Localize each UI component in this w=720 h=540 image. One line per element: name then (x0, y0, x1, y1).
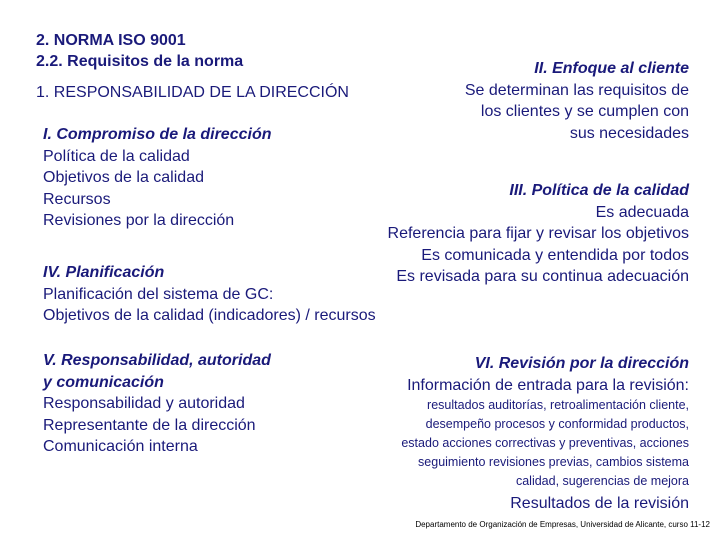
revision-output-label: Resultados de la revisión (510, 495, 689, 512)
list-item: Revisiones por la dirección (43, 212, 235, 229)
list-item: Es adecuada (595, 203, 689, 221)
slide-subtitle: 2.2. Requisitos de la norma (36, 53, 244, 70)
list-item: Se determinan las requisitos de (464, 81, 689, 99)
list-item: los clientes y se cumplen con (480, 103, 689, 120)
list-item: Representante de la dirección (43, 416, 256, 434)
list-item: Objetivos de la calidad (indicadores) / recursos (43, 307, 376, 324)
responsabilidad-heading-2: y comunicación (43, 373, 164, 391)
politica-heading: III. Política de la calidad (509, 182, 689, 199)
enfoque-block (465, 58, 689, 144)
list-item: desempeño procesos y conformidad productos, (425, 417, 689, 431)
list-item: Política de la calidad (43, 147, 190, 165)
list-item: Planificación del sistema de GC: (43, 285, 274, 303)
list-item: Objetivos de la calidad (43, 169, 204, 186)
list-item: sus necesidades (569, 124, 689, 142)
planificacion-block (43, 262, 376, 327)
list-item: calidad, sugerencias de mejora (515, 474, 689, 488)
revision-input-label: Información de entrada para la revisión: (407, 376, 689, 394)
compromiso-block (43, 124, 272, 232)
list-item: Comunicación interna (43, 438, 198, 455)
footer-text: Departamento de Organización de Empresas, Universidad de Alicante, curso 11-12 (415, 520, 710, 529)
revision-heading: VI. Revisión por la dirección (474, 355, 689, 372)
revision-block (401, 353, 689, 515)
list-item: resultados auditorías, retroalimentación cliente, (427, 398, 689, 412)
section-title-text: 1. RESPONSABILIDAD DE LA DIRECCIÓN (36, 84, 349, 101)
list-item: seguimiento revisiones previas, cambios sistema (418, 455, 689, 469)
list-item: Referencia para fijar y revisar los objetivos (387, 225, 689, 242)
enfoque-heading: II. Enfoque al cliente (534, 60, 689, 77)
list-item: Recursos (43, 190, 111, 208)
list-item: Responsabilidad y autoridad (43, 395, 245, 412)
politica-block (388, 180, 689, 288)
slide-footer (415, 520, 710, 529)
list-item: estado acciones correctivas y preventivas, acciones (401, 436, 689, 450)
compromiso-heading: I. Compromiso de la dirección (43, 126, 272, 143)
section-title (36, 84, 349, 102)
planificacion-heading: IV. Planificación (43, 264, 165, 281)
list-item: Es comunicada y entendida por todos (421, 246, 689, 264)
slide-title: 2. NORMA ISO 9001 (36, 32, 186, 49)
responsabilidad-heading-1: V. Responsabilidad, autoridad (43, 352, 271, 369)
list-item: Es revisada para su continua adecuación (396, 268, 689, 285)
slide-header (36, 30, 243, 72)
responsabilidad-block (43, 350, 271, 458)
